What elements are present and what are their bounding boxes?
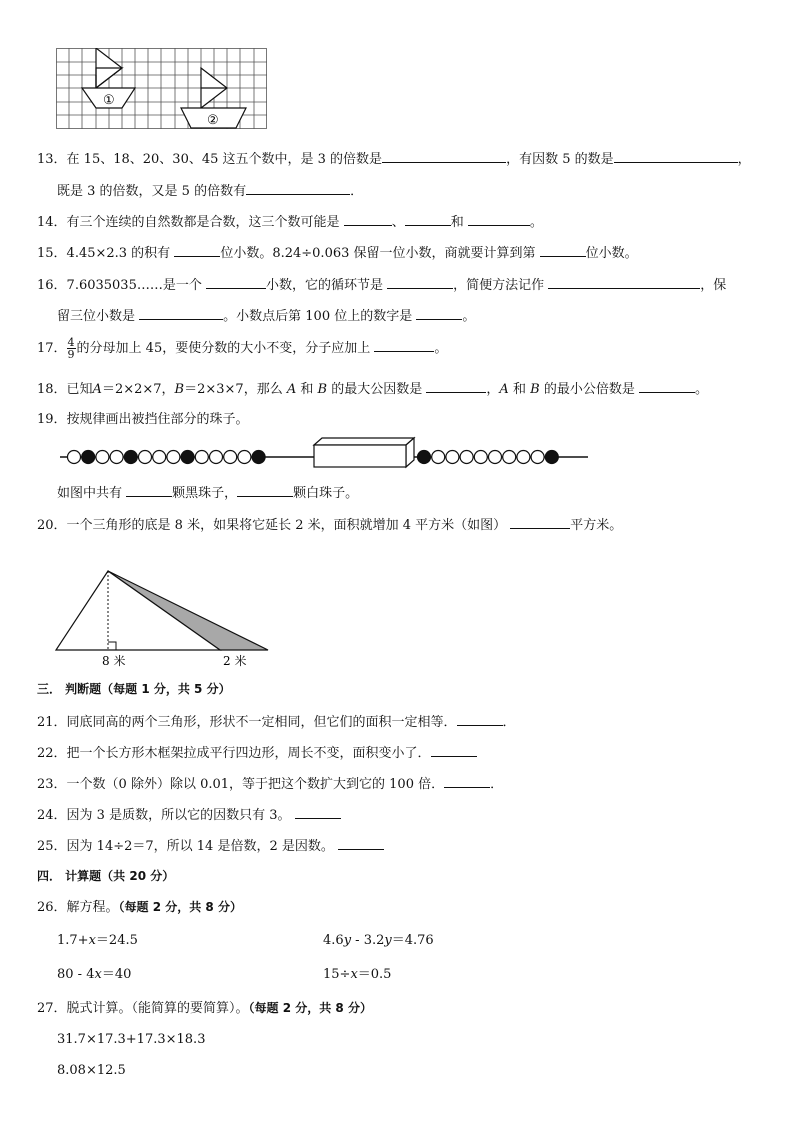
question-25: 25．因为 14÷2＝7，所以 14 是倍数，2 是因数。 <box>37 837 384 855</box>
white-bead <box>446 451 459 464</box>
answer-blank[interactable] <box>405 213 451 226</box>
answer-blank[interactable] <box>139 307 223 320</box>
answer-blank[interactable] <box>206 276 266 289</box>
white-bead <box>238 451 251 464</box>
answer-blank[interactable] <box>548 276 700 289</box>
answer-blank[interactable] <box>344 213 392 226</box>
white-bead <box>167 451 180 464</box>
extension-label-2m: 2 米 <box>223 654 247 668</box>
answer-blank[interactable] <box>431 744 477 757</box>
answer-blank[interactable] <box>174 244 220 257</box>
white-bead <box>68 451 81 464</box>
white-bead <box>139 451 152 464</box>
answer-blank[interactable] <box>295 806 341 819</box>
black-bead <box>181 451 194 464</box>
black-bead <box>82 451 95 464</box>
calc-expression-1: 31.7×17.3+17.3×18.3 <box>57 1032 206 1047</box>
answer-blank[interactable] <box>457 713 503 726</box>
equation-1: 1.7+x＝24.5 <box>57 933 138 948</box>
white-bead <box>474 451 487 464</box>
answer-blank[interactable] <box>614 150 738 163</box>
answer-blank[interactable] <box>540 244 586 257</box>
white-bead <box>503 451 516 464</box>
answer-blank[interactable] <box>639 380 695 393</box>
black-bead <box>124 451 137 464</box>
section-3-title: 三． 判断题（每题 1 分，共 5 分） <box>37 682 231 696</box>
question-19-answer: 如图中共有 颗黑珠子， 颗白珠子。 <box>57 486 359 501</box>
calc-expression-2: 8.08×12.5 <box>57 1063 126 1078</box>
question-16-line2: 留三位小数是 。小数点后第 100 位上的数字是 。 <box>57 309 476 324</box>
base-label-8m: 8 米 <box>102 654 126 668</box>
answer-blank[interactable] <box>510 516 570 529</box>
question-14: 14．有三个连续的自然数都是合数，这三个数可能是 、 和 。 <box>37 215 543 230</box>
equation-2: 4.6y - 3.2y＝4.76 <box>323 933 434 948</box>
section-4-title: 四． 计算题（共 20 分） <box>37 869 175 883</box>
white-bead <box>110 451 123 464</box>
question-17: 17． $\frac{4}{9}$ 的分母加上 45，要使分数的大小不变，分子应加上 。 <box>37 336 448 361</box>
answer-blank[interactable] <box>338 837 384 850</box>
white-bead <box>153 451 166 464</box>
answer-blank[interactable] <box>444 775 490 788</box>
white-bead <box>195 451 208 464</box>
answer-blank[interactable] <box>468 213 530 226</box>
triangle-figure <box>52 566 272 668</box>
white-bead <box>224 451 237 464</box>
answer-blank[interactable] <box>426 380 486 393</box>
answer-blank[interactable] <box>246 182 350 195</box>
white-bead <box>460 451 473 464</box>
black-bead <box>418 451 431 464</box>
white-bead <box>489 451 502 464</box>
question-27-title: 27．脱式计算。（能简算的要简算）。（每题 2 分，共 8 分） <box>37 1001 372 1016</box>
question-22: 22．把一个长方形木框架拉成平行四边形，周长不变，面积变小了． <box>37 744 477 762</box>
answer-blank[interactable] <box>374 339 434 352</box>
question-18: 18．已知A＝2×2×7，B＝2×3×7，那么 A 和 B 的最大公因数是 ，A 和 B 的最小公倍数是 。 <box>37 382 708 397</box>
question-24: 24．因为 3 是质数，所以它的因数只有 3。 <box>37 806 341 824</box>
question-13-line2: 既是 3 的倍数，又是 5 的倍数有 ． <box>57 184 364 199</box>
question-13-line1: 13．在 15、18、20、30、45 这五个数中，是 3 的倍数是 ，有因数 5 的数是 ， <box>37 152 751 167</box>
white-bead <box>531 451 544 464</box>
question-19: 19．按规律画出被挡住部分的珠子。 <box>37 412 249 427</box>
question-26-title: 26．解方程。（每题 2 分，共 8 分） <box>37 900 242 915</box>
boat-label-2: ② <box>207 113 219 128</box>
question-23: 23．一个数（0 除外）除以 0.01，等于把这个数扩大到它的 100 倍． ． <box>37 777 504 792</box>
white-bead <box>517 451 530 464</box>
answer-blank[interactable] <box>382 150 506 163</box>
answer-blank[interactable] <box>237 484 293 497</box>
boat-label-1: ① <box>103 93 115 108</box>
black-bead <box>252 451 265 464</box>
question-21: 21．同底同高的两个三角形，形状不一定相同，但它们的面积一定相等． ． <box>37 715 516 730</box>
question-15: 15．4.45×2.3 的积有 位小数。8.24÷0.063 保留一位小数，商就要计算到第 位小数。 <box>37 246 638 261</box>
black-bead <box>545 451 558 464</box>
question-16-line1: 16．7.6035035……是一个 小数，它的循环节是 ，简便方法记作 ，保 <box>37 278 727 293</box>
bead-string-figure <box>58 436 592 470</box>
answer-blank[interactable] <box>416 307 462 320</box>
answer-blank[interactable] <box>126 484 172 497</box>
white-bead <box>210 451 223 464</box>
answer-blank[interactable] <box>387 276 453 289</box>
equation-3: 80 - 4x＝40 <box>57 967 132 982</box>
white-bead <box>432 451 445 464</box>
equation-4: 15÷x＝0.5 <box>323 967 392 982</box>
question-20: 20．一个三角形的底是 8 米，如果将它延长 2 米，面积就增加 4 平方米（如图） 平方米。 <box>37 518 623 533</box>
fraction: $\frac{4}{9}$ <box>67 336 75 361</box>
white-bead <box>96 451 109 464</box>
boat-grid-figure <box>56 48 268 130</box>
